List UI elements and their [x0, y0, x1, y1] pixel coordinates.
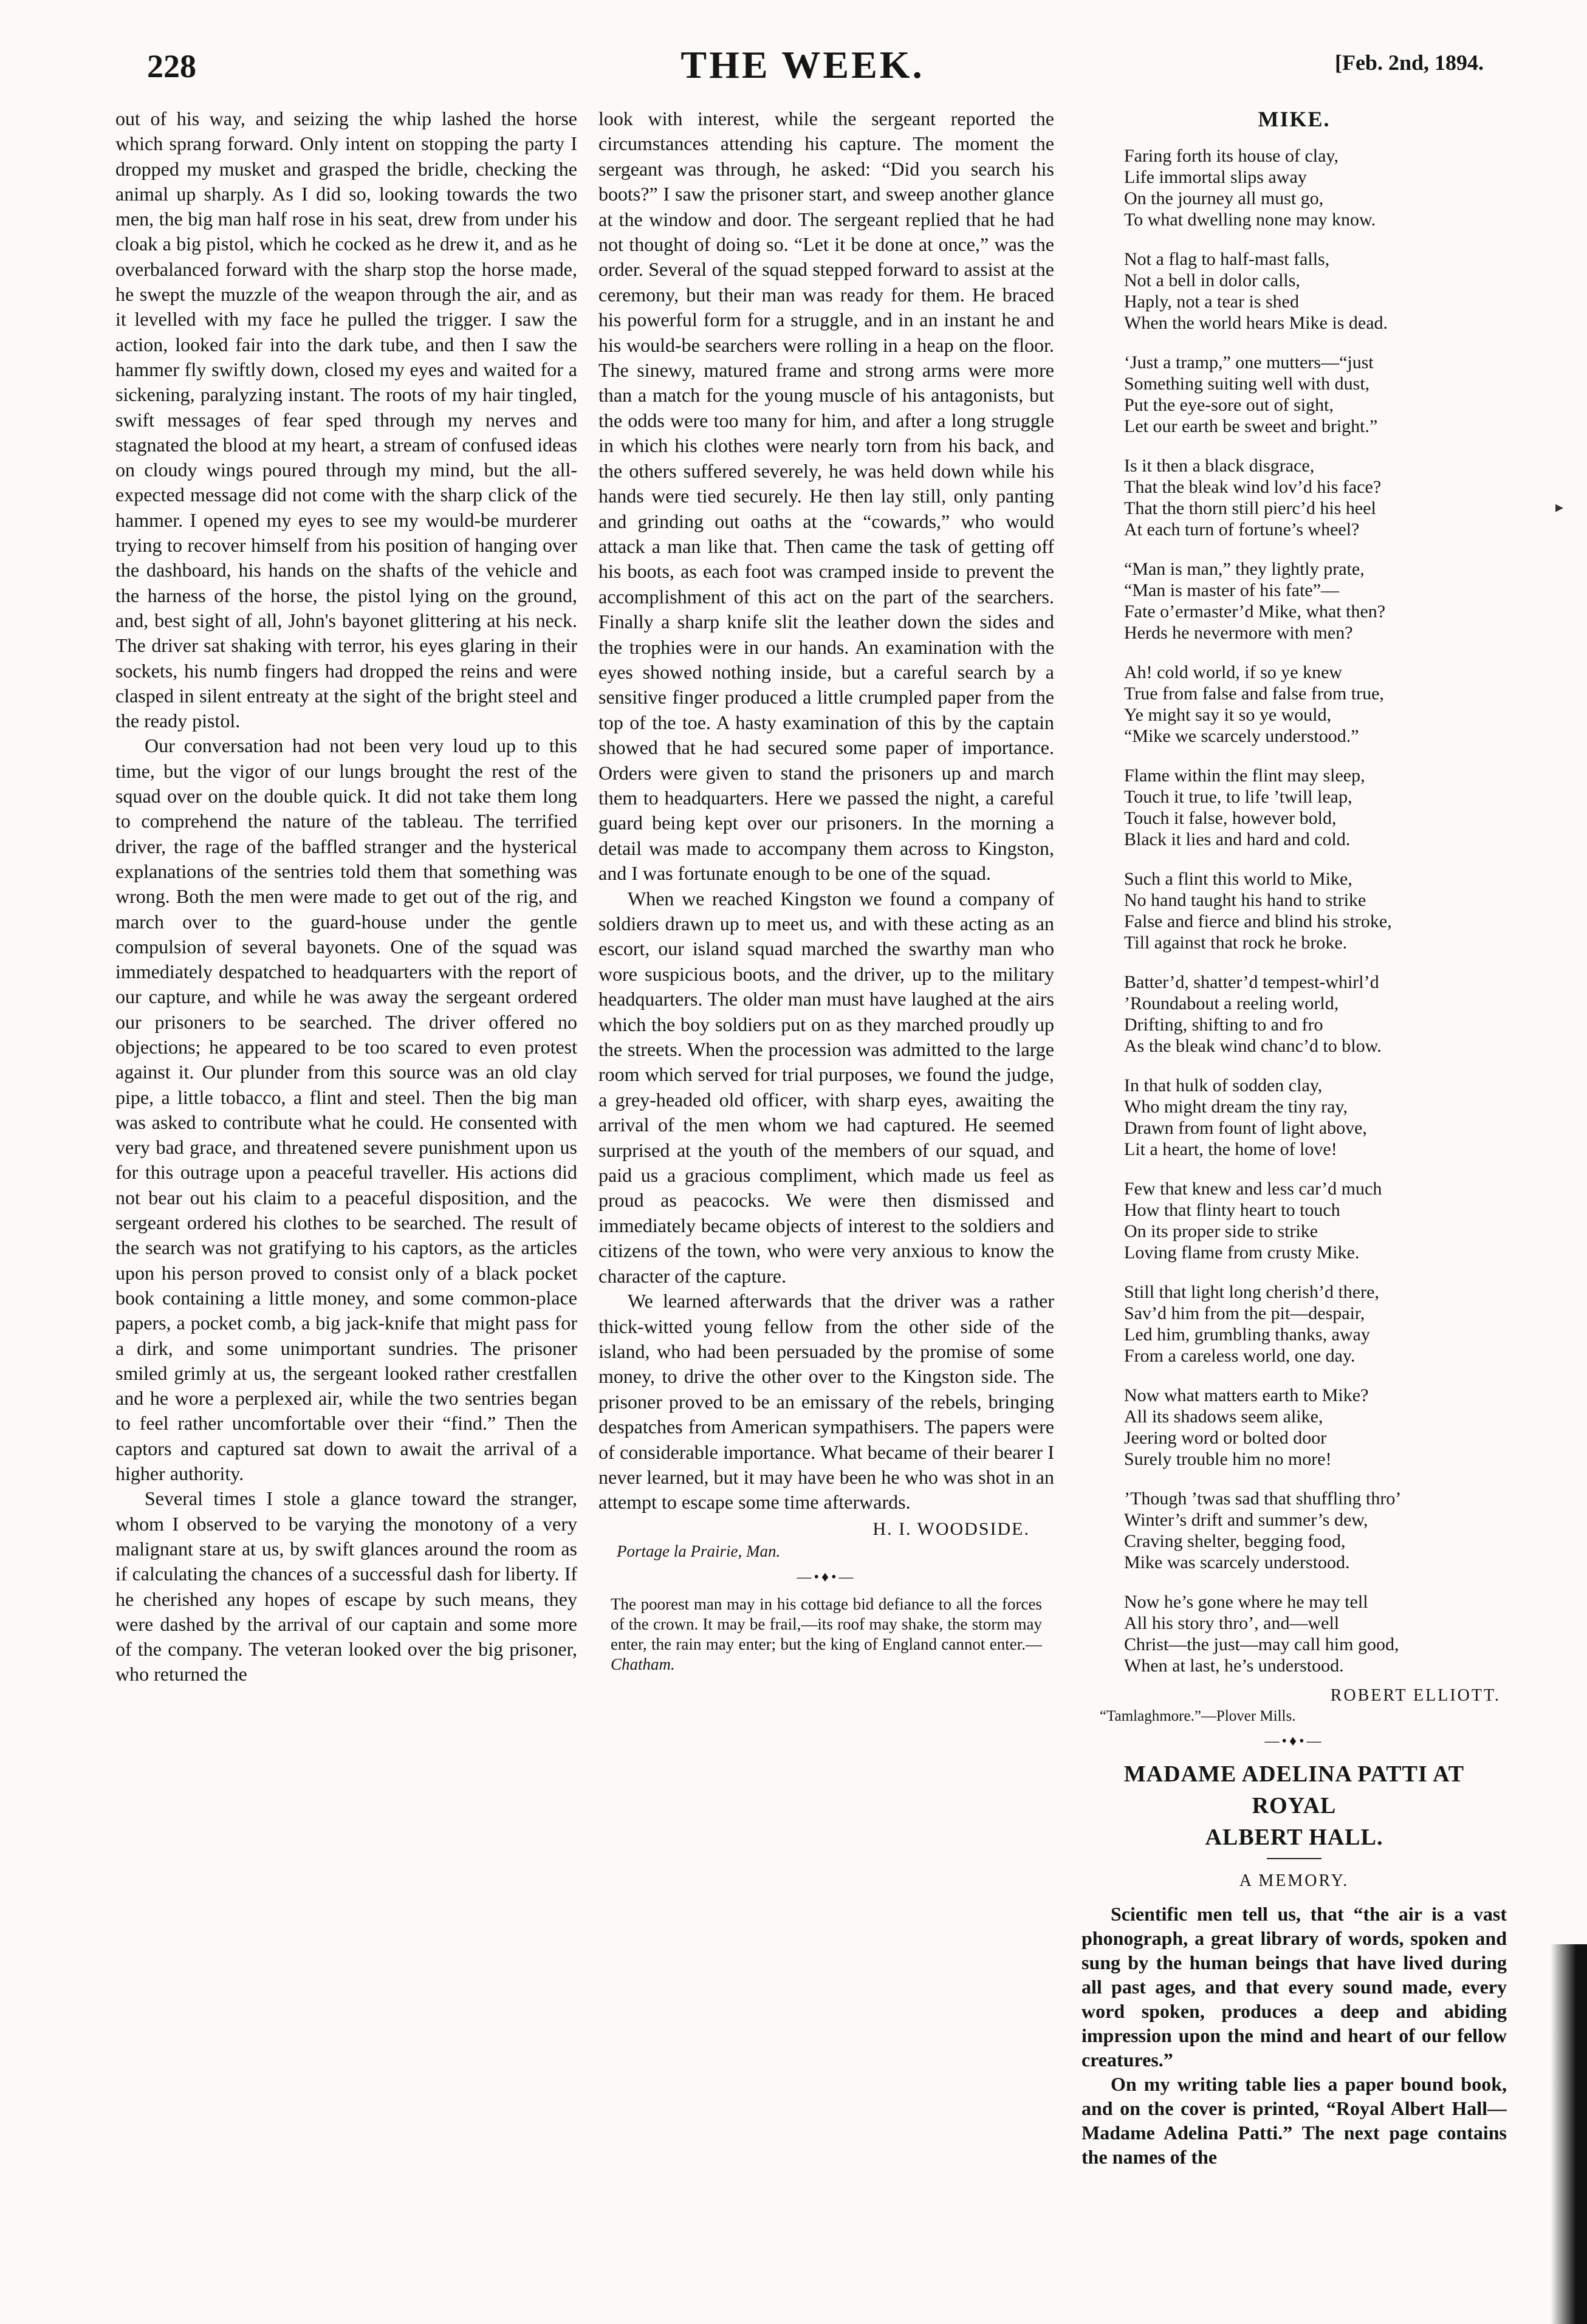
poem-line: Put the eye-sore out of sight,	[1124, 395, 1334, 415]
poem-line: Mike was scarcely understood.	[1124, 1552, 1350, 1572]
poem-line: Touch it true, to life ’twill leap,	[1124, 787, 1352, 807]
poem-line: ’Roundabout a reeling world,	[1124, 993, 1339, 1013]
story-paragraph: When we reached Kingston we found a company of soldiers drawn up to meet us, and with these acting as an escort, our island squad marched the swarthy man who wore suspicious boots, and the driver, up to the military headquarters. The older man must have laughed at the airs which the boy soldiers put on as they marched proudly up the streets. When the procession was admitted to the large room which served for trial purposes, we found the judge, a grey-headed old officer, with sharp eyes, awaiting the arrival of the men whom we had captured. He seemed surprised at the youth of the members of our squad, and paid us a gracious compliment, which made us feel as proud as peacocks. We were then dismissed and immediately became objects of interest to the soldiers and citizens of the town, who were very anxious to know the character of the capture.	[598, 887, 1054, 1287]
poem-line: True from false and false from true,	[1124, 684, 1384, 704]
poem-line: Not a flag to half-mast falls,	[1124, 249, 1330, 269]
poem-line: At each turn of fortune’s wheel?	[1124, 519, 1360, 540]
poem-line: Touch it false, however bold,	[1124, 808, 1337, 828]
section-ornament: —•♦•—	[797, 1569, 856, 1585]
margin-mark: ▸	[1555, 498, 1564, 516]
poem-line: Now he’s gone where he may tell	[1124, 1592, 1368, 1612]
article-title-line: ALBERT HALL.	[1205, 1825, 1383, 1850]
article-paragraph: On my writing table lies a paper bound book, and on the cover is printed, “Royal Albert Hall—Madame Adelina Patti.” The next page contains the names of the	[1081, 2073, 1507, 2168]
poem-line: “Man is man,” they lightly prate,	[1124, 559, 1365, 579]
poem-line: Till against that rock he broke.	[1124, 933, 1348, 953]
section-ornament: —•♦•—	[1264, 1733, 1324, 1749]
poem-line: Not a bell in dolor calls,	[1124, 270, 1300, 290]
poem-line: Few that knew and less car’d much	[1124, 1179, 1382, 1199]
article-paragraph: Scientific men tell us, that “the air is a vast phonograph, a great library of words, spoken and sung by the human beings that have lived during all past ages, and that every sound made, every word spoken, produces a deep and abiding impression upon the mind and heart of our fellow creatures.”	[1081, 1903, 1507, 2071]
poem-line: On its proper side to strike	[1124, 1221, 1318, 1241]
poem-line: Herds he nevermore with men?	[1124, 623, 1353, 643]
poem-line: Faring forth its house of clay,	[1124, 146, 1338, 166]
poem-place: “Tamlaghmore.”—Plover Mills.	[1100, 1708, 1296, 1724]
poem-line: Life immortal slips away	[1124, 167, 1307, 187]
story-continuation	[598, 106, 1054, 1515]
poem-line: Christ—the just—may call him good,	[1124, 1634, 1399, 1654]
poem-line: Surely trouble him no more!	[1124, 1449, 1332, 1469]
poem-line: No hand taught his hand to strike	[1124, 890, 1366, 910]
poem-line: Batter’d, shatter’d tempest-whirl’d	[1124, 972, 1379, 992]
poem-line: Craving shelter, begging food,	[1124, 1531, 1346, 1551]
poem-stanza	[1124, 455, 1507, 540]
poem-stanza	[1124, 249, 1507, 334]
poem-line: Drifting, shifting to and fro	[1124, 1015, 1323, 1035]
poem-title: MIKE.	[1258, 107, 1331, 131]
poem-stanza	[1124, 1075, 1507, 1160]
poem-line: Is it then a black disgrace,	[1124, 456, 1315, 476]
poem-stanza	[1124, 1488, 1507, 1573]
poem-line: As the bleak wind chanc’d to blow.	[1124, 1036, 1382, 1056]
poem-line: “Mike we scarcely understood.”	[1124, 726, 1359, 746]
poem-stanza	[1124, 1281, 1507, 1366]
poem-line: On the journey all must go,	[1124, 188, 1324, 208]
poem-line: That the bleak wind lov’d his face?	[1124, 477, 1382, 497]
article-title	[1081, 1758, 1507, 1853]
article-body	[1081, 1902, 1507, 2169]
article-subtitle: A MEMORY.	[1239, 1871, 1349, 1890]
poem-line: ’Though ’twas sad that shuffling thro’	[1124, 1489, 1402, 1509]
poem-line: Such a flint this world to Mike,	[1124, 869, 1352, 889]
poem-line: Haply, not a tear is shed	[1124, 292, 1299, 312]
poem-line: When the world hears Mike is dead.	[1124, 313, 1388, 333]
poem-line: Ah! cold world, if so ye knew	[1124, 662, 1343, 682]
poem-line: Who might dream the tiny ray,	[1124, 1097, 1348, 1117]
poem-line: Ye might say it so ye would,	[1124, 705, 1332, 725]
publication-title: THE WEEK.	[680, 43, 925, 86]
column-2	[598, 106, 1054, 2288]
poem-line: Black it lies and hard and cold.	[1124, 829, 1351, 849]
poem-line: ‘Just a tramp,” one mutters—“just	[1124, 352, 1374, 372]
quote-source: Chatham.	[611, 1654, 675, 1673]
poem-line: Let our earth be sweet and bright.”	[1124, 416, 1378, 436]
poem-line: Still that light long cherish’d there,	[1124, 1282, 1379, 1302]
poem-line: When at last, he’s understood.	[1124, 1656, 1344, 1676]
issue-date: [Feb. 2nd, 1894.	[1334, 50, 1484, 75]
poem-stanza	[1124, 662, 1507, 747]
poem-line: “Man is master of his fate”—	[1124, 580, 1340, 600]
poem-line: False and fierce and blind his stroke,	[1124, 911, 1392, 931]
poem-line: From a careless world, one day.	[1124, 1346, 1356, 1366]
poem-stanza	[1124, 765, 1507, 850]
poem-line: Now what matters earth to Mike?	[1124, 1385, 1369, 1405]
poem-stanza	[1124, 145, 1507, 230]
page-number: 228	[147, 48, 196, 84]
chatham-quote	[611, 1594, 1042, 1674]
story-place: Portage la Prairie, Man.	[617, 1541, 781, 1560]
poem-stanza	[1124, 868, 1507, 953]
story-paragraph: look with interest, while the sergeant reported the circumstances attending his capture. The moment the sergeant was through, he asked: “Did you search his boots?” I saw the prisoner start, and sweep another glance at the window and door. The sergeant replied that he had not thought of doing so. “Let it be done at once,” was the order. Several of the squad stepped forward to assist at the ceremony, but their man was ready for them. He braced his powerful form for a struggle, and in an instant he and his would-be searchers were rolling in a heap on the floor. The sinewy, matured frame and strong arms were more than a match for the young muscle of his antagonists, but the odds were too many for him, and after a long struggle in which his clothes were nearly torn from his back, and the others suffered severely, he was held down while his hands were tied securely. He then lay still, only panting and grinding out oaths at the “cowards,” who would attack a man like that. Then came the task of getting off his boots, as each foot was cramped inside to prevent the accomplishment of this act on the part of the searchers. Finally a sharp knife slit the leather down the sides and the trophies were in our hands. An examination with the eyes showed nothing inside, but a careful search by a sensitive finger produced a little crumpled paper from the top of the toe. A hasty examination of this by the captain showed that he had secured some paper of importance. Orders were given to stand the prisoners up and march them to headquarters. Here we passed the night, a careful guard being kept over our prisoners. In the morning a detail was made to accompany them across to Kingston, and I was fortunate enough to be one of the squad.	[598, 108, 1054, 885]
story-signature: H. I. WOODSIDE.	[872, 1518, 1030, 1539]
poem-line: All its shadows seem alike,	[1124, 1407, 1323, 1427]
column-1	[115, 106, 577, 2288]
poem-line: Winter’s drift and summer’s dew,	[1124, 1510, 1368, 1530]
poem-author: ROBERT ELLIOTT.	[1330, 1686, 1501, 1705]
story-paragraph: Our conversation had not been very loud up to this time, but the vigor of our lungs brought the rest of the squad over on the double quick. It did not take them long to comprehend the nature of the tableau. The terrified driver, the rage of the baffled stranger and the hysterical explanations of the sentries told them that something was wrong. Both the men were made to get out of the rig, and march over to the guard-house under the gentle compulsion of several bayonets. One of the squad was immediately despatched to headquarters with the report of our capture, and while he was away the sergeant ordered our prisoners to be searched. The driver offered no objections; he appeared to be too scared to even protest against it. Our plunder from this source was an old clay pipe, a little tobacco, a flint and steel. Then the big man was asked to contribute what he could. He consented with very bad grace, and threatened severe punishment upon us for this outrage upon a peaceful traveller. His actions did not bear out his claim to a peaceful disposition, and the sergeant ordered his clothes to be searched. The result of the search was not gratifying to his captors, as the articles upon his person proved to consist only of a black pocket book containing a little money, and some common-place papers, a pocket comb, a big jack-knife that might pass for a dirk, and some unimportant sundries. The prisoner smiled grimly at us, the sergeant looked rather crestfallen and he wore a perplexed air, while the two sentries began to feel rather uncomfortable over their “find.” Then the captors and captured sat down to await the arrival of a higher authority.	[115, 735, 577, 1485]
poem-stanza	[1124, 1178, 1507, 1263]
story-paragraph: We learned afterwards that the driver was a rather thick-witted young fellow from the other side of the island, who had been persuaded by the promise of some money, to drive the other over to the Kingston side. The prisoner proved to be an emissary of the rebels, bringing despatches from American sympathisers. The papers were of considerable importance. What became of their bearer I never learned, but it may have been he who was shot in an attempt to escape some time afterwards.	[598, 1290, 1054, 1513]
article-title-line: MADAME ADELINA PATTI AT ROYAL	[1123, 1761, 1465, 1818]
quote-text: The poorest man may in his cottage bid defiance to all the forces of the crown. It may be frail,—its roof may shake, the storm may enter, the rain may enter; but the king of England cannot enter.—	[611, 1594, 1042, 1653]
poem-line: How that flinty heart to touch	[1124, 1200, 1340, 1220]
poem-line: Loving flame from crusty Mike.	[1124, 1243, 1360, 1263]
poem-line: Drawn from fount of light above,	[1124, 1118, 1367, 1138]
poem-stanza	[1124, 972, 1507, 1057]
column-3	[1081, 106, 1507, 2288]
poem-body	[1081, 145, 1507, 1676]
poem-line: Flame within the flint may sleep,	[1124, 766, 1365, 786]
poem-line: All his story thro’, and—well	[1124, 1613, 1340, 1633]
poem-line: Sav’d him from the pit—despair,	[1124, 1303, 1365, 1323]
poem-line: Fate o’ermaster’d Mike, what then?	[1124, 602, 1386, 622]
poem-line: Something suiting well with dust,	[1124, 374, 1370, 394]
poem-stanza	[1124, 1591, 1507, 1676]
poem-stanza	[1124, 558, 1507, 643]
poem-line: Jeering word or bolted door	[1124, 1428, 1327, 1448]
page-header	[109, 43, 1496, 91]
poem-line: Led him, grumbling thanks, away	[1124, 1325, 1370, 1345]
poem-stanza	[1124, 352, 1507, 437]
poem-line: That the thorn still pierc’d his heel	[1124, 498, 1376, 518]
page-edge-shadow	[1551, 1944, 1587, 2324]
divider	[1267, 1858, 1321, 1859]
poem-stanza	[1124, 1385, 1507, 1470]
story-paragraph: out of his way, and seizing the whip lashed the horse which sprang forward. Only intent on stopping the party I dropped my musket and grasped the bridle, checking the animal up sharply. As I did so, looking towards the two men, the big man half rose in his seat, drew from under his cloak a big pistol, which he cocked as he drew it, and as he overbalanced forward with the sharp stop the horse made, he swept the muzzle of the weapon through the air, and as it levelled with my face he pulled the trigger. I saw the action, looked fair into the dark tube, and then I saw the hammer fly swiftly down, closed my eyes and waited for a sickening, paralyzing instant. The roots of my hair tingled, swift messages of fear sped through my nerves and stagnated the blood at my heart, a stream of confused ideas on cloudy wings poured through my mind, but the all-expected message did not come with the sharp click of the hammer. I opened my eyes to see my would-be murderer trying to recover himself from his position of hanging over the dashboard, his hands on the shafts of the vehicle and the harness of the horse, the pistol lying on the ground, and, best sight of all, John's bayonet glittering at his neck. The driver sat shaking with terror, his eyes glaring in their sockets, his numb fingers had dropped the reins and were clasped in silent entreaty at the sight of the bright steel and the ready pistol.	[115, 108, 577, 732]
story-paragraph: Several times I stole a glance toward the stranger, whom I observed to be varying the monotony of a very malignant stare at us, by swift glances around the room as if calculating the chances of a successful dash for liberty. If he cherished any hopes of escape by such means, they were dashed by the arrival of our captain and some more of the company. The veteran looked over the big prisoner, who returned the	[115, 1487, 577, 1685]
poem-line: Lit a heart, the home of love!	[1124, 1139, 1337, 1159]
poem-line: To what dwelling none may know.	[1124, 210, 1376, 230]
poem-line: In that hulk of sodden clay,	[1124, 1075, 1323, 1095]
